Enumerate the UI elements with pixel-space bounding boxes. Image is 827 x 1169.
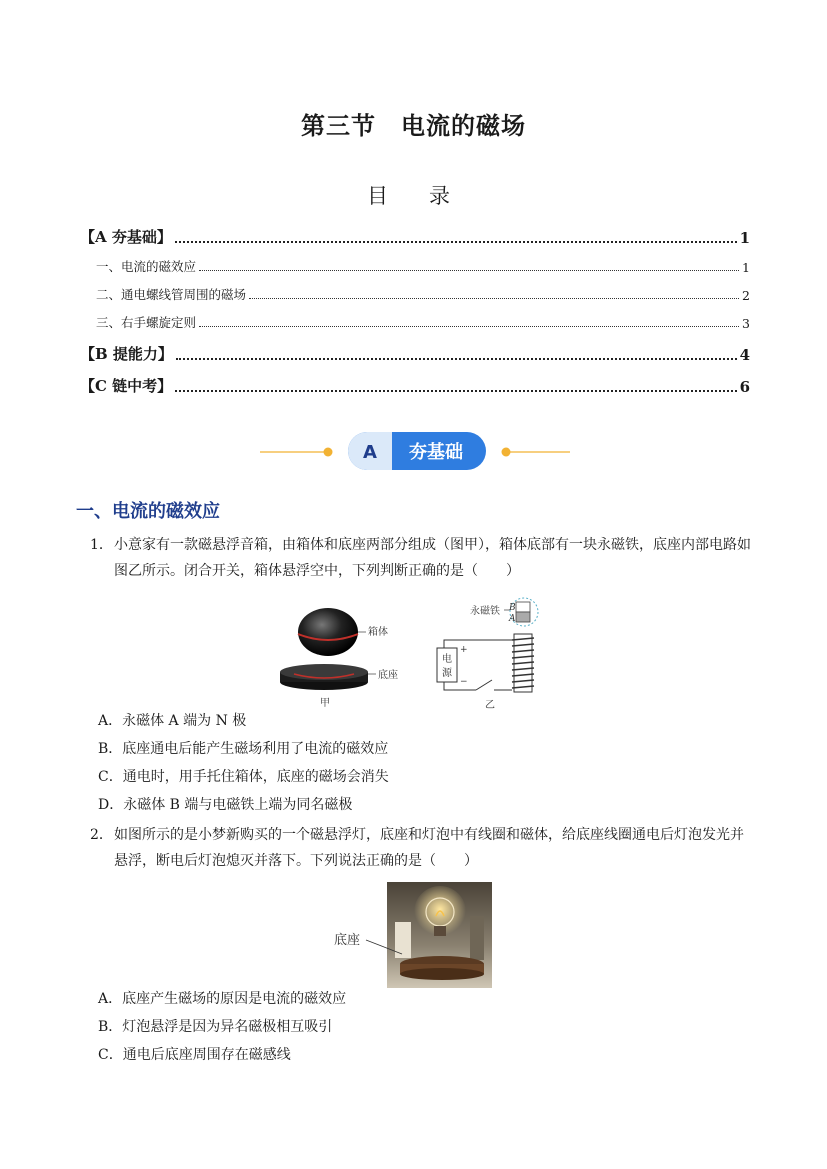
- toc-leader: [199, 326, 739, 327]
- toc-label: 一、电流的磁效应: [96, 259, 197, 274]
- question-text: 如图所示的是小梦新购买的一个磁悬浮灯，底座和灯泡中有线圈和磁体，给底座线圈通电后灯泡发光并悬浮，断电后灯泡熄灭并落下。下列说法正确的是（ ）: [114, 827, 744, 869]
- toc-item-2[interactable]: [96, 285, 750, 303]
- q1-option-d[interactable]: D．永磁体 B 端与电磁铁上端为同名磁极: [98, 797, 353, 813]
- toc-label: 【C 链中考】: [80, 377, 173, 395]
- label-base: 底座: [378, 670, 398, 681]
- power-label-1: 电: [442, 654, 452, 665]
- question-number: 2．: [90, 827, 113, 843]
- toc-label: 二、通电螺线管周围的磁场: [96, 287, 247, 302]
- toc-heading: 目 录: [367, 184, 460, 208]
- q1-option-c[interactable]: C．通电时，用手托住箱体，底座的磁场会消失: [98, 769, 389, 785]
- q1-option-b[interactable]: B．底座通电后能产生磁场利用了电流的磁效应: [98, 741, 389, 757]
- minus-sign: −: [460, 677, 468, 687]
- toc-item-b[interactable]: [80, 343, 750, 364]
- toc-label: 【A 夯基础】: [80, 228, 172, 246]
- circuit-diagram: [437, 598, 538, 711]
- q1-figure: [280, 594, 550, 714]
- toc-item-c[interactable]: [80, 375, 750, 396]
- pole-b: B: [509, 603, 516, 613]
- q2-option-a[interactable]: A．底座产生磁场的原因是电流的磁效应: [98, 991, 347, 1007]
- section-heading: 一、电流的磁效应: [76, 501, 220, 522]
- magnet-label: 永磁铁: [470, 606, 500, 617]
- toc-page: 2: [742, 288, 750, 303]
- question-number: 1．: [90, 537, 113, 553]
- question-text: 小意家有一款磁悬浮音箱，由箱体和底座两部分组成（图甲），箱体底部有一块永磁铁，底座内部电路如图乙所示。闭合开关，箱体悬浮空中，下列判断正确的是（ ）: [114, 537, 751, 579]
- power-label-2: 源: [442, 668, 452, 679]
- label-box: 箱体: [368, 627, 388, 638]
- toc-label: 三、右手螺旋定则: [96, 315, 197, 330]
- section-banner: [260, 430, 570, 472]
- q2-option-b[interactable]: B．灯泡悬浮是因为异名磁极相互吸引: [98, 1019, 333, 1035]
- toc-item-1[interactable]: [96, 257, 750, 275]
- toc-leader: [175, 390, 736, 392]
- toc-leader: [249, 298, 739, 299]
- switch-icon: [476, 680, 492, 690]
- page-title: 第三节 电流的磁场: [301, 112, 526, 140]
- toc-page: 3: [742, 316, 750, 331]
- question-2: [90, 822, 756, 874]
- q1-option-a[interactable]: A．永磁体 A 端为 N 极: [98, 713, 247, 729]
- banner-text: 夯基础: [409, 442, 463, 463]
- banner-dot-icon: [324, 448, 333, 457]
- toc-leader: [175, 241, 737, 243]
- toc-label: 【B 提能力】: [80, 345, 173, 363]
- toc-page: 1: [739, 229, 750, 247]
- q2-option-c[interactable]: C．通电后底座周围存在磁感线: [98, 1047, 291, 1063]
- toc-page: 6: [739, 378, 750, 396]
- question-1: [90, 532, 756, 584]
- plus-sign: +: [460, 645, 468, 655]
- caption-a: 甲: [320, 698, 330, 709]
- banner-dot-icon: [502, 448, 511, 457]
- label-base: 底座: [334, 933, 361, 948]
- q2-figure: [330, 882, 492, 988]
- toc-leader: [176, 358, 737, 360]
- caption-b: 乙: [485, 700, 495, 711]
- toc-item-3[interactable]: [96, 313, 750, 331]
- toc-page: 4: [739, 346, 750, 364]
- toc-page: 1: [742, 260, 750, 275]
- banner-letter: A: [363, 442, 377, 463]
- pole-a: A: [509, 614, 516, 624]
- toc-item-a[interactable]: [80, 226, 750, 247]
- toc-leader: [199, 270, 739, 271]
- speaker-illustration: [280, 608, 398, 709]
